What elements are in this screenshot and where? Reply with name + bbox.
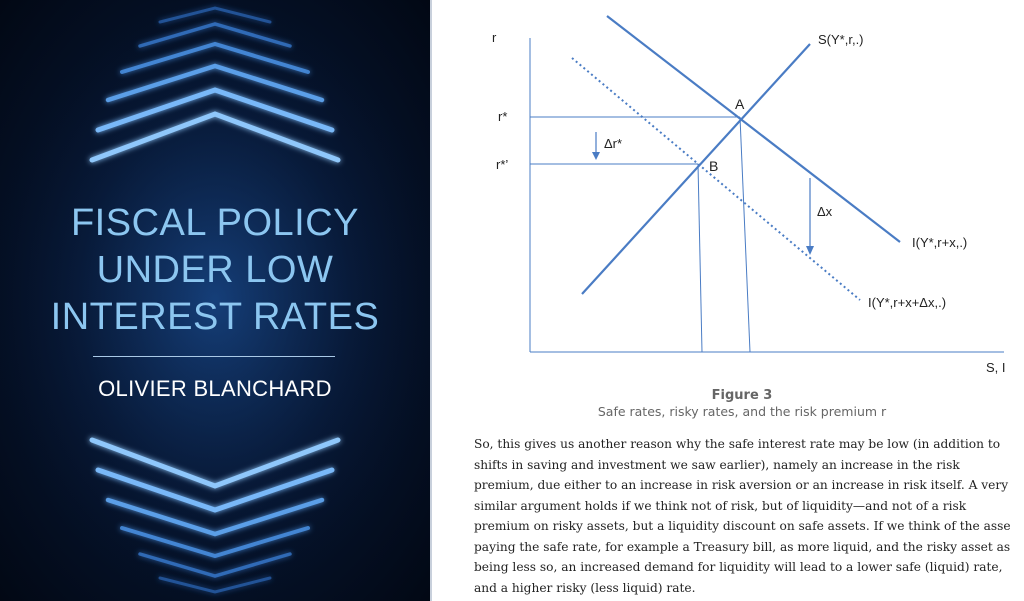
- investment-curve-label: I(Y*,r+x,.): [912, 235, 968, 250]
- x-axis-label: S, I: [986, 360, 1006, 375]
- figure-3-diagram: [432, 0, 1024, 420]
- paragraph-line: being less so, an increased demand for liquidity will lead to a lower safe (liquid) rate,: [474, 560, 1003, 574]
- point-b-drop: [698, 164, 702, 352]
- investment-curve: [607, 16, 900, 242]
- paragraph-line: So, this gives us another reason why the safe interest rate may be low (in addition to: [474, 437, 1001, 451]
- point-b-label: B: [709, 158, 719, 174]
- cover-title-line: FISCAL POLICY: [70, 202, 360, 244]
- y-axis-label: r: [492, 30, 497, 45]
- paragraph-line: shifts in saving and investment we saw earlier), namely an increase in the risk: [474, 457, 960, 472]
- cover-title-line: INTEREST RATES: [50, 296, 380, 338]
- r-star-prime-label: r*’: [496, 157, 509, 172]
- paragraph-line: similar argument holds if we think not of risk, but of liquidity—and not of a risk: [474, 498, 967, 513]
- cover-author: OLIVIER BLANCHARD: [98, 376, 332, 401]
- paragraph-line: paying the safe rate, for example a Treasury bill, as more liquid, and the risky asset as: [474, 539, 1011, 554]
- figure-caption-title: Figure 3: [711, 388, 773, 403]
- paragraph-line: premium, due either to an increase in risk aversion or an increase in risk itself. A very: [474, 478, 1009, 492]
- investment-curve-shifted-label: I(Y*,r+x+Δx,.): [868, 295, 947, 310]
- paragraph-line: premium on risky assets, but a liquidity discount on safe assets. If we think of the asse: [474, 519, 1011, 533]
- saving-curve: [582, 44, 810, 294]
- cover-title: [0, 200, 430, 341]
- point-a-label: A: [735, 96, 745, 112]
- delta-x-arrowhead: [806, 246, 814, 255]
- document-page: [432, 0, 1024, 601]
- cover-title-line: UNDER LOW: [96, 249, 334, 291]
- figure-caption-subtitle: Safe rates, risky rates, and the risk premium r: [597, 404, 887, 419]
- saving-curve-label: S(Y*,r,.): [818, 32, 864, 47]
- paragraph-line: and a higher risky (less liquid) rate.: [474, 580, 696, 595]
- delta-x-label: Δx: [817, 204, 833, 219]
- r-star-label: r*: [498, 109, 508, 124]
- body-paragraph: [474, 434, 1024, 598]
- book-cover: [0, 0, 430, 601]
- point-a-drop: [740, 117, 750, 352]
- delta-r-label: Δr*: [604, 136, 623, 151]
- delta-r-arrowhead: [592, 152, 600, 160]
- cover-divider: [93, 356, 335, 357]
